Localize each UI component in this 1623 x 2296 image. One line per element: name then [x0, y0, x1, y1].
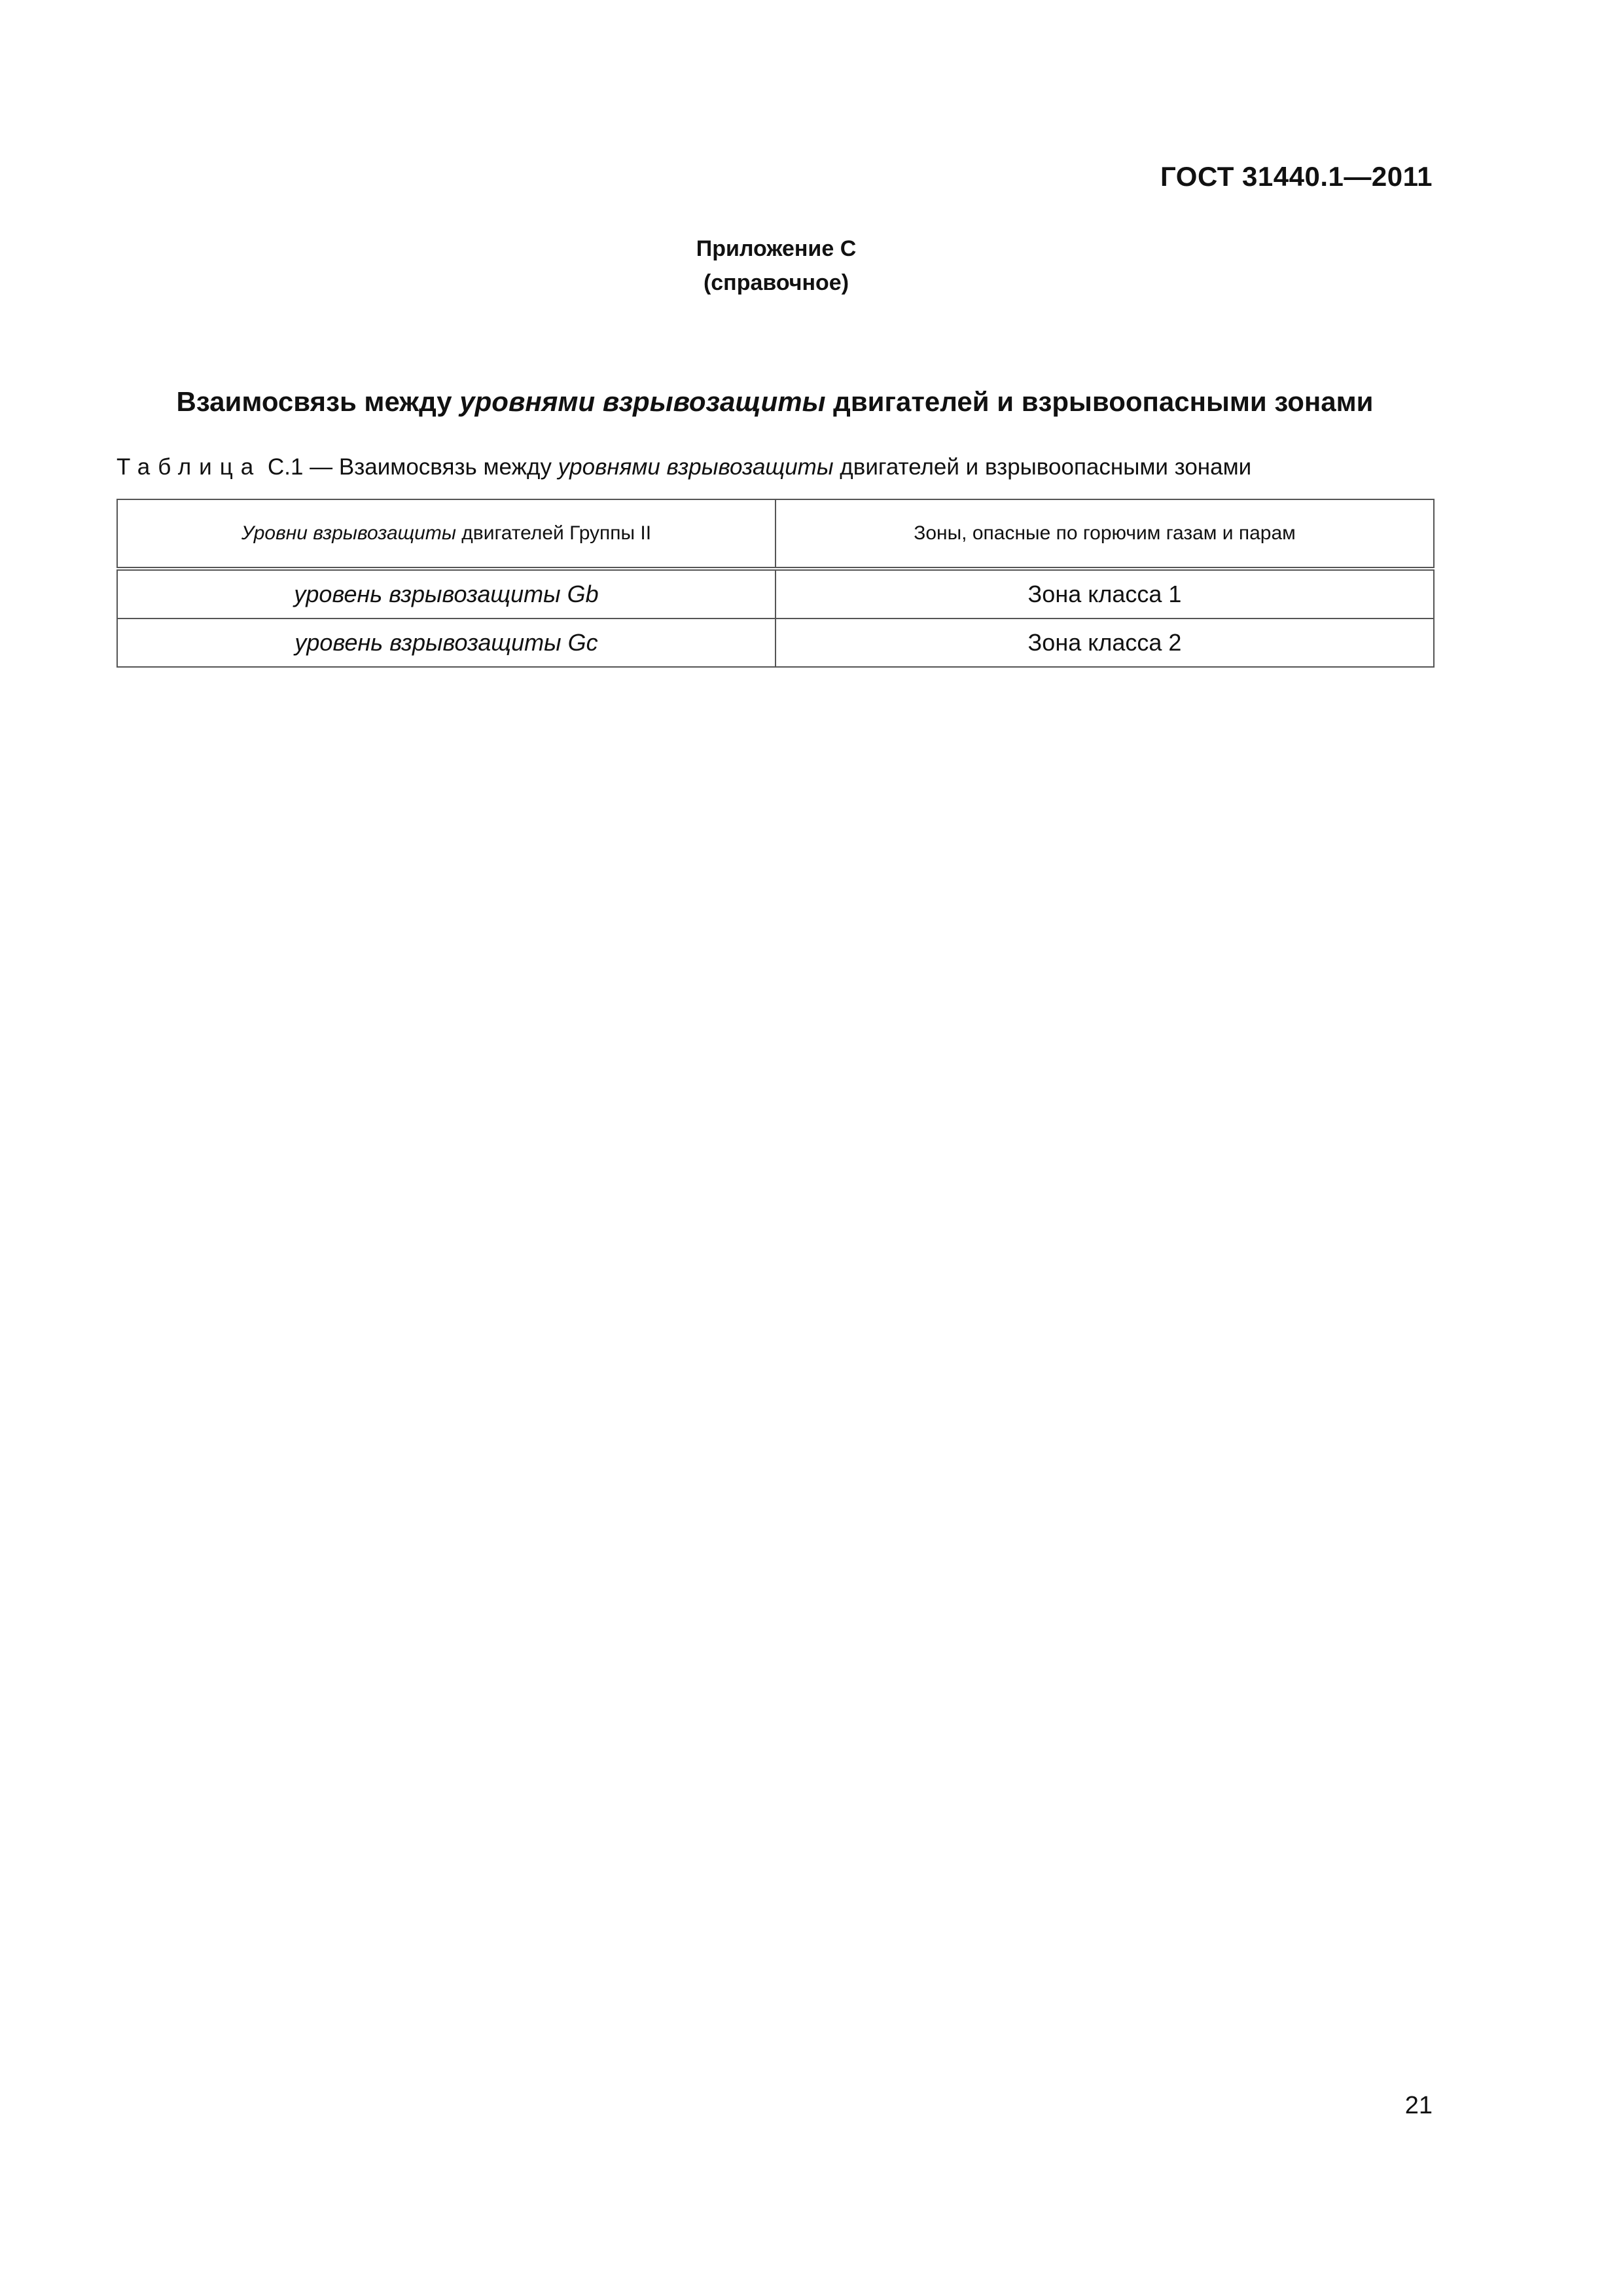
- table-caption-rest: двигателей и взрывоопасными зонами: [833, 454, 1252, 480]
- section-title-italic: уровнями взрывозащиты: [459, 386, 826, 417]
- header-levels-italic: Уровни взрывозащиты: [241, 522, 456, 544]
- table-header-row: [117, 499, 1434, 569]
- header-cell-levels: [117, 499, 776, 569]
- table-row: [117, 619, 1434, 667]
- cell-zone: Зона класса 1: [776, 569, 1434, 619]
- table-caption: [116, 454, 1251, 480]
- section-title-part1: Взаимосвязь между: [176, 386, 460, 417]
- page-number: 21: [1404, 2092, 1433, 2119]
- cell-zone: Зона класса 2: [776, 619, 1434, 667]
- cell-level: уровень взрывозащиты Gb: [117, 569, 776, 619]
- table-caption-label: Таблица: [116, 454, 262, 480]
- annex-subtitle: (справочное): [703, 270, 849, 295]
- protection-levels-table: [116, 499, 1435, 668]
- section-title-part3: двигателей и взрывоопасными зонами: [825, 386, 1374, 417]
- table-row: [117, 569, 1434, 619]
- cell-level: уровень взрывозащиты Gc: [117, 619, 776, 667]
- header-cell-zones: Зоны, опасные по горючим газам и парам: [776, 499, 1434, 569]
- annex-title: Приложение С: [696, 236, 857, 261]
- section-title: [116, 386, 1433, 418]
- annex-heading: [0, 232, 1552, 300]
- header-levels-rest: двигателей Группы II: [455, 522, 652, 544]
- standard-code-header: ГОСТ 31440.1—2011: [1160, 161, 1433, 192]
- table-caption-italic: уровнями взрывозащиты: [558, 454, 834, 480]
- table-caption-number: С.1 — Взаимосвязь между: [261, 454, 558, 480]
